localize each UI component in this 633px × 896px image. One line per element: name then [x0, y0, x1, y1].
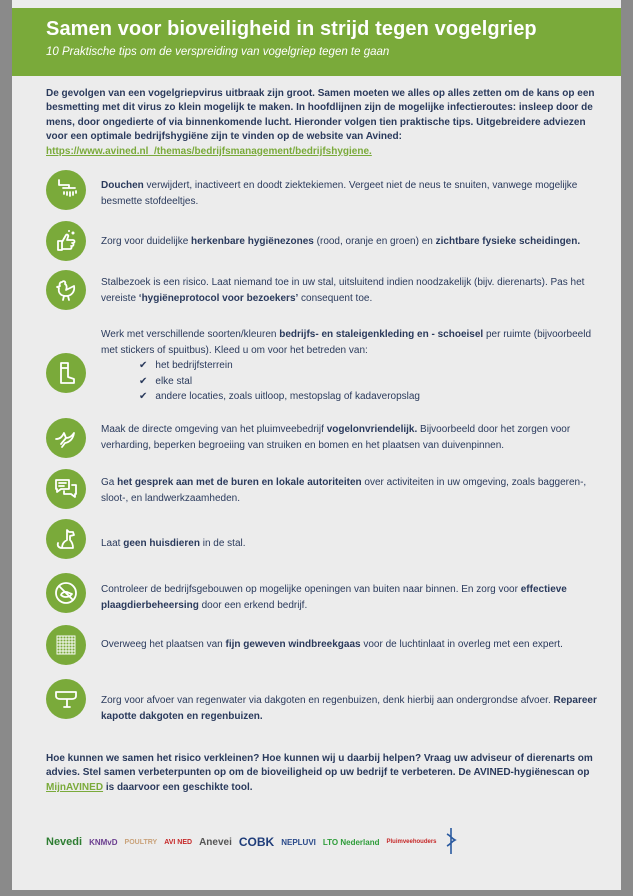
knmvd-vet-logo [444, 826, 458, 858]
tip-text-part: verwijdert, inactiveert en doodt ziektekiemen. Vergeet niet de neus te snuiten, vanwege mogelijke besmette stofdeeltjes. [101, 180, 578, 207]
page-title: Samen voor bioveiligheid in strijd tegen vogelgriep [46, 18, 537, 40]
tip-emphasis: vogelonvriendelijk. [326, 424, 418, 435]
tip-text-part: Laat [101, 538, 124, 549]
tip-emphasis: geen huisdieren [123, 538, 200, 549]
tip-text [101, 693, 606, 724]
tip-text-part: consequent toe. [298, 292, 373, 304]
nvp-logo: Pluimveehouders [386, 839, 437, 845]
checklist-item: ✔ het bedrijfsterrein [139, 358, 606, 374]
boot-icon [46, 353, 86, 393]
gutter-icon [46, 679, 86, 719]
tip-text [101, 582, 606, 613]
outro-paragraph [46, 752, 598, 795]
partner-logos [46, 822, 606, 862]
nevedi-logo: Nevedi [46, 836, 83, 848]
tip-text-part: over activiteiten in uw omgeving, zoals baggeren-, sloot-, en landwerkzaamheden. [101, 477, 587, 504]
intro-text: De gevolgen van een vogelgriepvirus uitbraak zijn groot. Samen moeten we alles op alles zetten om de kans op een besmetting met dit virus zo klein mogelijk te maken. In hoofdlijnen zijn de mogelijke infectieroutes: insleep door de mens, door ongedierte of via binnenkomende lucht. Hieronder volgen tien praktische tips. Uitgebreidere adviezen voor een optimale bedrijfshygiëne zijn te vinden op de website van Avined: [46, 88, 595, 143]
tip-text [101, 422, 606, 453]
dog-icon [46, 519, 86, 559]
tip-text-part: per ruimte (bijvoorbeeld met stickers of spuitbus). Kleed u om voor het betreden van: [101, 329, 592, 356]
cobk-logo: COBK [238, 835, 275, 849]
checklist-item: ✔ andere locaties, zoals uitloop, mestopslag of kadaveropslag [139, 389, 606, 405]
checklist-item: ✔ elke stal [139, 374, 606, 390]
tip-emphasis: Repareer kapotte dakgoten en regenbuizen. [101, 695, 597, 722]
tip-text-part: Zorg voor afvoer van regenwater via dakgoten en regenbuizen, denk hierbij aan ondergrondse afvoer. [101, 695, 554, 706]
mesh-grid-icon [46, 625, 86, 665]
tip-text-part: Controleer de bedrijfsgebouwen op mogelijke openingen van buiten naar binnen. En zorg voor [101, 584, 521, 595]
tip-emphasis: herkenbare hygiënezones [191, 236, 314, 247]
tip-emphasis: effectieve plaagdierbeheersing [101, 584, 567, 611]
knmvd-logo: KNMvD [89, 837, 118, 847]
tip-emphasis: zichtbare fysieke scheidingen. [435, 236, 581, 247]
tip-emphasis: het gesprek aan met de buren en lokale autoriteiten [117, 477, 362, 488]
outro-text-end: is daarvoor een geschikte tool. [103, 781, 253, 793]
intro-paragraph [46, 87, 598, 159]
flyer-page [12, 0, 621, 890]
tip-text [101, 234, 606, 250]
page-subtitle: 10 Praktische tips om de verspreiding van vogelgriep tegen te gaan [46, 46, 390, 58]
tip-emphasis: bedrijfs- en staleigenkleding en - schoeisel [279, 329, 484, 340]
avined-link[interactable]: https://www.avined.nl_/themas/bedrijfsmanagement/bedrijfshygiene. [46, 145, 372, 157]
tip-text [101, 637, 606, 653]
tip-text [101, 178, 606, 209]
tip-text [101, 475, 606, 506]
tip-text-part: Stalbezoek is een risico. Laat niemand toe in uw stal, uitsluitend indien noodzakelijk (bijv. dierenarts). Pas het vereiste [101, 277, 585, 304]
anevei-logo: Anevei [199, 836, 232, 848]
lto-logo: LTO Nederland [322, 837, 380, 847]
mijnavined-link[interactable]: MijnAVINED [46, 781, 104, 793]
no-rodent-icon [46, 573, 86, 613]
outro-text: Hoe kunnen we samen het risico verkleinen? Hoe kunnen wij u daarbij helpen? Vraag uw adviseur of dierenarts om advies. Stel samen verbeterpunten op om de bioveiligheid op uw bedrijf te verbeteren. De AVINED-hygiënescan op [46, 753, 593, 779]
hand-hygiene-icon [46, 221, 86, 261]
tip-emphasis: ‘hygiëneprotocol voor bezoekers’ [138, 292, 299, 304]
chicken-icon [46, 270, 86, 310]
dove-icon [46, 418, 86, 458]
tip-text-part: Overweeg het plaatsen van [101, 639, 226, 650]
tip-text [101, 327, 606, 405]
poultry-expertise-logo: POULTRY [124, 838, 158, 846]
checklist [139, 358, 606, 405]
tip-emphasis: fijn geweven windbreekgaas [225, 639, 361, 650]
tip-text-part: in de stal. [199, 538, 246, 549]
tip-text-part: (rood, oranje en groen) en [313, 236, 436, 247]
header-banner [12, 8, 621, 76]
shower-icon [46, 170, 86, 210]
tip-emphasis: Douchen [101, 180, 144, 191]
tip-text-part: door een erkend bedrijf. [198, 599, 308, 611]
conversation-icon [46, 469, 86, 509]
tip-text [101, 536, 606, 552]
tip-text-part: Zorg voor duidelijke [101, 236, 192, 247]
nepluvi-logo: NEPLUVI [281, 837, 316, 847]
tip-text-part: voor de luchtinlaat in overleg met een expert. [360, 639, 563, 650]
tip-text-part: Bijvoorbeeld door het zorgen voor verharding, beperken begroeiing van struiken en bomen en het plaatsen van duivenpinnen. [101, 424, 571, 451]
tip-text-part: Maak de directe omgeving van het pluimveebedrijf [101, 424, 327, 435]
tip-text [101, 275, 606, 306]
tip-text-part: Werk met verschillende soorten/kleuren [101, 329, 280, 340]
tip-text-part: Ga [101, 477, 118, 488]
avined-logo: AVI NED [164, 838, 193, 846]
